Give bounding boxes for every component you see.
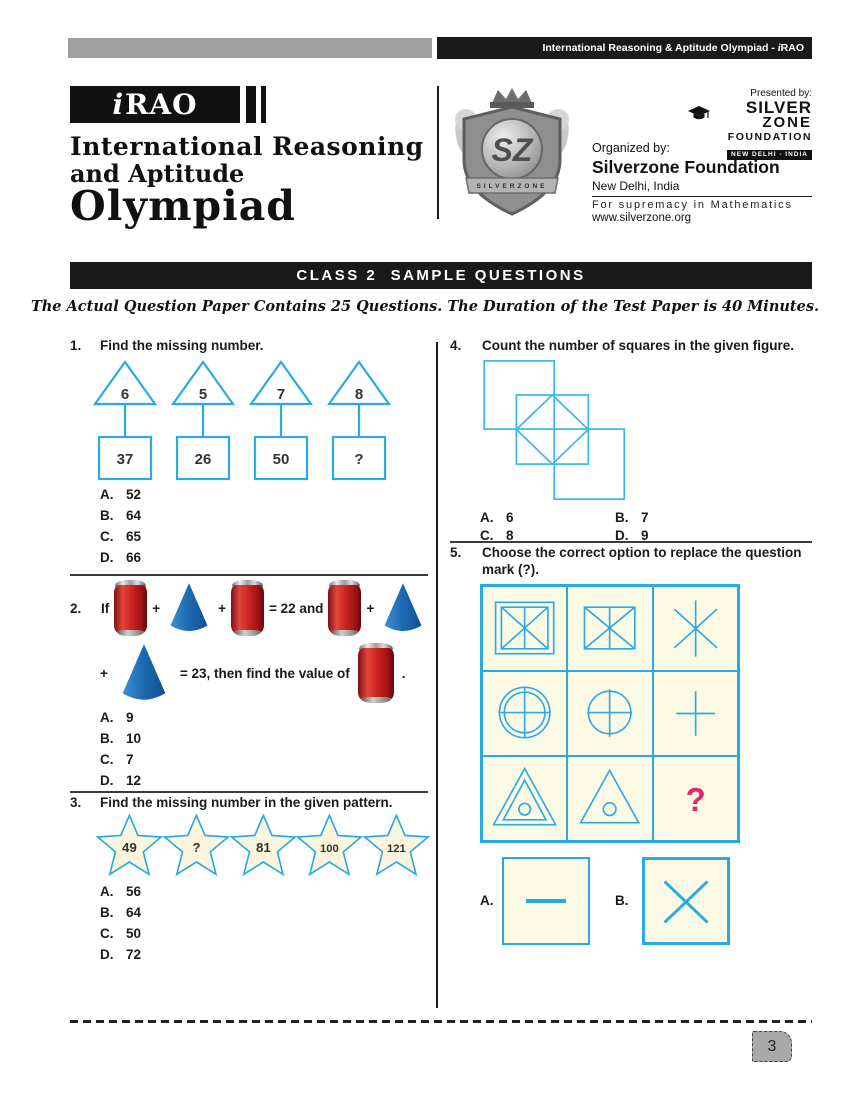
brand-line1: International Reasoning: [70, 132, 424, 161]
logo-silver: SILVER: [745, 98, 812, 117]
option-row: [100, 947, 430, 962]
q2-options: [70, 710, 430, 788]
star-shape: [296, 814, 363, 878]
option-value: 9: [126, 710, 134, 725]
question-5: [450, 545, 812, 945]
plus-sign: +: [152, 600, 161, 616]
class-banner: [70, 262, 812, 289]
option-row: [100, 731, 430, 746]
divider-q1-q2: [70, 574, 428, 576]
circle-cross-shape: [568, 672, 651, 755]
triangle-square-unit: [86, 359, 164, 481]
q4-number: 4.: [450, 338, 462, 353]
logo-city-chip: NEW DELHI - INDIA: [727, 150, 812, 160]
overlapping-squares-figure: [478, 359, 638, 501]
shield-emblem: [448, 86, 576, 223]
q5-text: Choose the correct option to replace the question mark (?).: [482, 545, 802, 577]
option-value: 65: [126, 528, 142, 544]
star-shape: [96, 814, 163, 878]
q3-options: [70, 884, 430, 962]
logo-foundation: FOUNDATION: [727, 131, 812, 144]
question-2: [70, 580, 430, 794]
q2-equation-1: [70, 580, 430, 636]
matrix-cell: [482, 586, 567, 671]
q4-options: [450, 510, 812, 543]
triangle-circle-shape: [568, 757, 651, 840]
cone-icon: [116, 642, 172, 704]
option-row: [100, 508, 428, 523]
option-row: [480, 528, 812, 543]
question-4: [450, 338, 812, 546]
question-3: [70, 795, 430, 968]
organized-rule: [592, 196, 812, 197]
option-label: C.: [100, 925, 114, 941]
answer-b-figure: [642, 857, 730, 945]
option-label: C.: [480, 527, 494, 543]
q3-header: [70, 795, 430, 812]
shield-ribbon-text: SILVERZONE: [476, 183, 548, 190]
can-icon: [358, 643, 394, 703]
organized-label: Organized by:: [592, 141, 670, 155]
question-1: [70, 338, 428, 571]
plus-shape: [654, 672, 737, 755]
q1-figure: [70, 359, 428, 481]
option-value: 10: [126, 731, 142, 746]
matrix-cell: [482, 756, 567, 841]
q2-eq22: = 22 and: [269, 600, 324, 616]
q1-header: [70, 338, 428, 355]
option-value: 72: [126, 946, 142, 962]
q1-options: [70, 487, 428, 565]
svg-text:?: ?: [685, 780, 706, 818]
double-triangle-circle-shape: [483, 757, 566, 840]
plus-sign: +: [218, 600, 227, 616]
paper-notice: The Actual Question Paper Contains 25 Questions. The Duration of the Test Paper is 40 Minutes.: [30, 298, 820, 315]
organized-block: [592, 141, 812, 224]
q5-answer-options: [450, 857, 812, 945]
organized-website: www.silverzone.org: [592, 212, 692, 224]
option-row: [100, 550, 428, 565]
page-number: 3: [767, 1037, 777, 1055]
option-label: C.: [100, 528, 114, 544]
matrix-cell: [653, 586, 738, 671]
top-gray-bar: [68, 38, 432, 58]
star-shape: [363, 814, 430, 878]
triangle-square-unit: [242, 359, 320, 481]
irao-logo-box: [70, 86, 240, 123]
option-value: 56: [126, 883, 142, 899]
option-value: 6: [506, 509, 514, 525]
option-label: A.: [480, 509, 494, 525]
q2-equation-2: [70, 642, 430, 704]
q3-text: Find the missing number in the given pattern.: [100, 795, 393, 810]
q4-text: Count the number of squares in the given figure.: [482, 338, 795, 353]
svg-text:37: 37: [116, 450, 134, 468]
q2-number: 2.: [70, 600, 82, 616]
matrix-cell: [567, 756, 652, 841]
option-label: B.: [100, 904, 114, 920]
top-title-text: International Reasoning & Aptitude Olympiad -: [542, 42, 778, 54]
can-icon: [114, 580, 147, 636]
brand-block: [70, 86, 430, 230]
crown-icon: [492, 88, 532, 103]
option-value: 8: [506, 527, 514, 543]
svg-text:5: 5: [198, 385, 208, 403]
plus-sign: +: [100, 665, 108, 681]
q4-header: [450, 338, 812, 355]
matrix-cell: [482, 671, 567, 756]
rect-x-shape: [568, 587, 651, 670]
option-row: [100, 487, 428, 502]
irao-rao: RAO: [125, 88, 198, 121]
plus-sign: +: [366, 600, 375, 616]
q1-number: 1.: [70, 338, 82, 353]
double-circle-cross-shape: [483, 672, 566, 755]
svg-text:8: 8: [354, 385, 364, 403]
can-icon: [328, 580, 361, 636]
dash-shape: [526, 899, 566, 903]
option-label: D.: [100, 549, 114, 565]
option-value: 12: [126, 773, 142, 788]
option-value: 9: [641, 527, 649, 543]
option-row: [100, 773, 430, 788]
option-label: B.: [615, 509, 629, 525]
asterisk-shape: [654, 587, 737, 670]
q3-number: 3.: [70, 795, 82, 810]
option-value: 66: [126, 549, 142, 565]
option-row: [100, 710, 430, 725]
option-label: D.: [100, 773, 114, 788]
column-divider: [436, 342, 438, 1008]
q5-header: [450, 545, 812, 579]
option-label: A.: [100, 883, 114, 899]
option-label: A.: [100, 486, 114, 502]
option-label: C.: [100, 752, 114, 767]
header-divider: [437, 86, 439, 219]
star-shape: [230, 814, 297, 878]
answer-b-label: B.: [615, 893, 629, 909]
svg-text:6: 6: [120, 385, 130, 403]
answer-a-figure: [502, 857, 590, 945]
option-label: A.: [100, 710, 114, 725]
option-label: D.: [100, 946, 114, 962]
option-value: 52: [126, 486, 142, 502]
option-row: [100, 529, 428, 544]
top-title-i: i: [777, 43, 781, 54]
option-label: B.: [100, 731, 114, 746]
q2-eq23: = 23, then find the value of: [179, 665, 350, 681]
double-rect-x-shape: [483, 587, 566, 670]
svg-text:121: 121: [387, 842, 407, 855]
option-row: [100, 752, 430, 767]
organized-tagline: For supremacy in Mathematics: [592, 199, 793, 211]
triangle-square-unit: [320, 359, 398, 481]
shield-monogram: SZ: [491, 132, 533, 168]
svg-text:50: 50: [272, 450, 290, 468]
option-value: 7: [126, 752, 134, 767]
footer-dashed-line: [70, 1020, 812, 1023]
option-value: 64: [126, 507, 142, 523]
answer-a-label: A.: [480, 893, 494, 909]
option-value: 7: [641, 509, 649, 525]
matrix-cell: [567, 671, 652, 756]
svg-text:81: 81: [255, 839, 271, 855]
irao-logo: [70, 86, 430, 123]
organized-name: Silverzone Foundation: [592, 157, 780, 177]
q2-if: If: [101, 600, 110, 616]
question-mark-cell: [654, 757, 737, 840]
option-value: 50: [126, 925, 142, 941]
cone-icon: [379, 581, 427, 635]
x-shape: [645, 859, 727, 943]
logo-zone: ZONE: [762, 114, 812, 132]
brand-line3: Olympiad: [70, 182, 296, 230]
svg-text:26: 26: [194, 450, 212, 468]
q5-matrix-figure: [480, 584, 740, 843]
option-row: [480, 510, 812, 525]
option-row: [100, 884, 430, 899]
triangle-square-unit: [164, 359, 242, 481]
matrix-cell: [653, 756, 738, 841]
svg-text:100: 100: [320, 842, 340, 855]
class-banner-title: CLASS 2 SAMPLE QUESTIONS: [296, 267, 586, 284]
option-row: [100, 926, 430, 941]
svg-text:7: 7: [276, 385, 286, 403]
brand-line2: and Aptitude: [70, 159, 245, 188]
q2-period: .: [401, 665, 406, 681]
logo-bar-thin: [261, 86, 266, 123]
shield-svg: [448, 86, 576, 218]
option-label: D.: [615, 527, 629, 543]
top-title-rao: RAO: [780, 42, 804, 54]
logo-bar-thick: [246, 86, 256, 123]
option-label: B.: [100, 507, 114, 523]
svg-text:?: ?: [354, 450, 364, 468]
matrix-cell: [567, 586, 652, 671]
top-title-bar: [437, 37, 812, 59]
irao-i: i: [112, 88, 125, 121]
cone-icon: [165, 581, 213, 635]
q1-text: Find the missing number.: [100, 338, 264, 353]
star-shape: [163, 814, 230, 878]
q5-number: 5.: [450, 545, 462, 560]
option-row: [100, 905, 430, 920]
organized-city: New Delhi, India: [592, 179, 680, 193]
q3-figure: [70, 814, 430, 878]
svg-text:?: ?: [192, 839, 201, 855]
can-icon: [231, 580, 264, 636]
presented-label: Presented by:: [750, 88, 812, 99]
svg-text:49: 49: [121, 839, 137, 855]
matrix-cell: [653, 671, 738, 756]
option-value: 64: [126, 904, 142, 920]
page-number-badge: [752, 1031, 792, 1062]
graduation-cap-icon: [688, 106, 710, 122]
